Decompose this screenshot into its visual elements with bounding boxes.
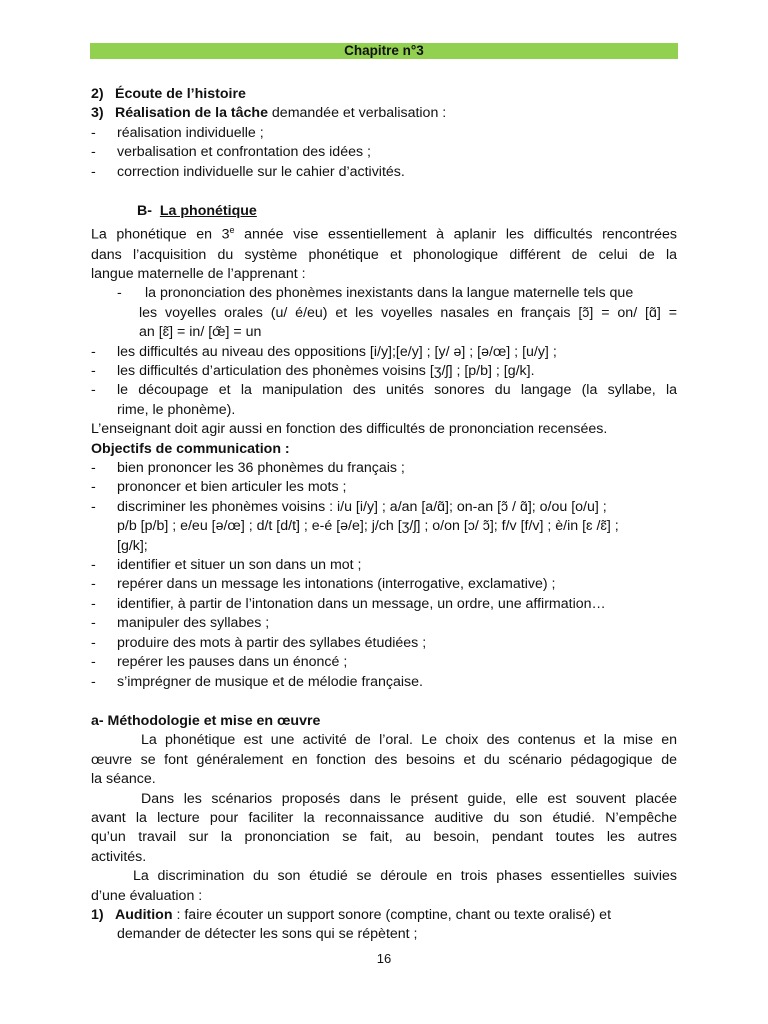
paragraph-line: Dans les scénarios proposés dans le présent guide, elle est souvent placée — [141, 790, 677, 807]
paragraph-line: La phonétique en 3e année vise essentiellement à aplanir les difficultés rencontrées — [91, 225, 677, 244]
list-item: - les difficultés d’articulation des phonèmes voisins [ʒ/ʃ] ; [p/b] ; [g/k]. — [91, 363, 535, 380]
step-item: 3) Réalisation de la tâche demandée et verbalisation : — [91, 105, 447, 122]
chapter-title: Chapitre n°3 — [344, 43, 424, 58]
paragraph-line: œuvre se font généralement en fonction des besoins et du scénario pédagogique de — [91, 751, 677, 768]
paragraph-line: d’une évaluation : — [91, 887, 203, 904]
paragraph-line: dans l’acquisition du système phonétique et phonologique différent de celui de la — [91, 246, 677, 263]
step-item-cont: demander de détecter les sons qui se répètent ; — [117, 926, 418, 943]
chapter-header-bar — [90, 43, 678, 59]
subsection-heading: a- Méthodologie et mise en œuvre — [91, 712, 321, 729]
list-item-cont: rime, le phonème). — [117, 401, 236, 418]
list-item: - discriminer les phonèmes voisins : i/u [i/y] ; a/an [a/ɑ̃]; on-an [ɔ̃ / ɑ̃]; o/ou [o/u] ; — [91, 498, 607, 515]
section-heading: B- La phonétique — [137, 203, 257, 220]
list-item: - verbalisation et confrontation des idées ; — [91, 144, 371, 161]
paragraph-line: la séance. — [91, 771, 156, 788]
list-item: - identifier, à partir de l’intonation dans un message, un ordre, une affirmation… — [91, 595, 606, 612]
list-item-cont: p/b [p/b] ; e/eu [ə/œ] ; d/t [d/t] ; e-é [ə/e]; j/ch [ʒ/ʃ] ; o/on [ɔ/ ɔ̃]; f/v [f/v] ; è/in [ɛ /ɛ̃] ; — [117, 518, 619, 535]
list-item: - s’imprégner de musique et de mélodie française. — [91, 673, 423, 690]
objectives-heading: Objectifs de communication : — [91, 440, 290, 457]
paragraph-line: avant la lecture pour faciliter la reconnaissance auditive du son étudié. N’empêche — [91, 809, 677, 826]
step-item: 2) Écoute de l’histoire — [91, 86, 246, 102]
paragraph-line: activités. — [91, 848, 147, 865]
list-item: - produire des mots à partir des syllabes étudiées ; — [91, 634, 427, 651]
list-item: - repérer les pauses dans un énoncé ; — [91, 654, 348, 671]
paragraph-line: qu’un travail sur la prononciation se fait, au besoin, pendant toutes les autres — [91, 829, 677, 846]
list-item-cont: les voyelles orales (u/ é/eu) et les voyelles nasales en français [ɔ̃] = on/ [ɑ̃] = — [139, 304, 677, 321]
list-item: - les difficultés au niveau des oppositions [i/y];[e/y] ; [y/ ə] ; [ə/œ] ; [u/y] ; — [91, 343, 557, 360]
paragraph-line: La discrimination du son étudié se déroule en trois phases essentielles suivies — [133, 868, 677, 885]
list-item: - réalisation individuelle ; — [91, 124, 264, 141]
list-item: - bien prononcer les 36 phonèmes du français ; — [91, 460, 405, 477]
list-item: - correction individuelle sur le cahier d’activités. — [91, 163, 405, 180]
list-item: - manipuler des syllabes ; — [91, 615, 270, 632]
list-item: - la prononciation des phonèmes inexistants dans la langue maternelle tels que — [117, 285, 634, 302]
page-content — [91, 85, 677, 945]
list-item-cont: [g/k]; — [117, 537, 148, 554]
list-item-cont: an [ɛ̃] = in/ [œ̃] = un — [139, 324, 262, 341]
step-item: 1) Audition : faire écouter un support sonore (comptine, chant ou texte oralisé) et — [91, 906, 612, 923]
page-number: 16 — [376, 951, 392, 966]
list-item: - identifier et situer un son dans un mot ; — [91, 557, 362, 574]
list-item: - le découpage et la manipulation des unités sonores du langage (la syllabe, la — [91, 382, 677, 399]
list-item: - prononcer et bien articuler les mots ; — [91, 479, 347, 496]
paragraph-line: L’enseignant doit agir aussi en fonction des difficultés de prononciation recensées. — [91, 421, 608, 438]
list-item: - repérer dans un message les intonations (interrogative, exclamative) ; — [91, 576, 556, 593]
paragraph-line: langue maternelle de l’apprenant : — [91, 265, 306, 282]
paragraph-line: La phonétique est une activité de l’oral. Le choix des contenus et la mise en — [141, 732, 677, 749]
